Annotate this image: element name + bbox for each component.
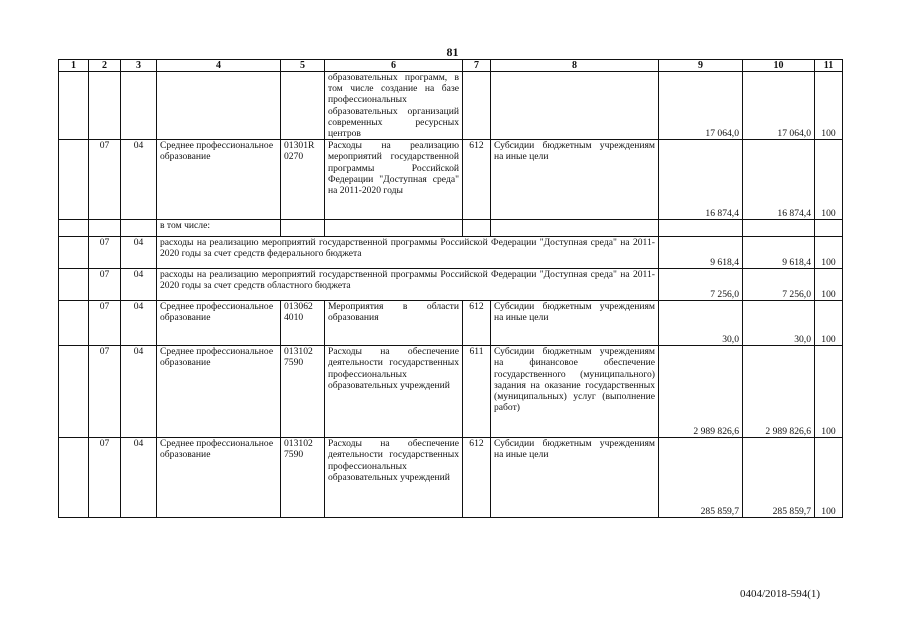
section-name: Среднее профессиональное образование — [157, 438, 281, 518]
subtotal-label: в том числе: — [157, 220, 281, 237]
expense-description: Расходы на обеспечение деятельности государственных профессиональных образовательных учреждений — [325, 346, 463, 438]
header-cell: 4 — [157, 60, 281, 72]
execution-percent: 100 — [815, 237, 843, 269]
expense-description: расходы на реализацию мероприятий государственной программы Российской Федерации "Доступная среда" на 2011-2020 годы за счет средств федерального бюджета — [157, 237, 659, 269]
header-cell: 1 — [59, 60, 89, 72]
section-code: 07 — [89, 237, 121, 269]
expense-type: 611 — [463, 346, 491, 438]
section-code: 07 — [89, 269, 121, 301]
header-cell: 3 — [121, 60, 157, 72]
subsection-code: 04 — [121, 438, 157, 518]
budget-table — [58, 59, 843, 518]
execution-percent: 100 — [815, 346, 843, 438]
expense-type: 612 — [463, 301, 491, 346]
section-name: Среднее профессиональное образование — [157, 301, 281, 346]
planned-amount: 9 618,4 — [659, 237, 743, 269]
header-cell: 6 — [325, 60, 463, 72]
table-row — [59, 269, 843, 301]
actual-amount: 30,0 — [743, 301, 815, 346]
target-article: 013062 4010 — [281, 301, 325, 346]
subsection-code: 04 — [121, 237, 157, 269]
section-code: 07 — [89, 301, 121, 346]
planned-amount: 30,0 — [659, 301, 743, 346]
header-cell: 5 — [281, 60, 325, 72]
table-row — [59, 72, 843, 140]
expense-type: 612 — [463, 438, 491, 518]
planned-amount: 16 874,4 — [659, 140, 743, 220]
header-cell: 10 — [743, 60, 815, 72]
header-cell: 9 — [659, 60, 743, 72]
table-row — [59, 438, 843, 518]
planned-amount: 17 064,0 — [659, 72, 743, 140]
header-row — [59, 60, 843, 72]
expense-type-name: Субсидии бюджетным учреждениям на иные цели — [491, 301, 659, 346]
execution-percent: 100 — [815, 301, 843, 346]
planned-amount: 7 256,0 — [659, 269, 743, 301]
execution-percent: 100 — [815, 72, 843, 140]
actual-amount: 17 064,0 — [743, 72, 815, 140]
planned-amount: 2 989 826,6 — [659, 346, 743, 438]
section-code: 07 — [89, 140, 121, 220]
document-code: 0404/2018-594(1) — [740, 588, 821, 600]
table-row — [59, 237, 843, 269]
section-name: Среднее профессиональное образование — [157, 140, 281, 220]
subsection-code: 04 — [121, 346, 157, 438]
planned-amount: 285 859,7 — [659, 438, 743, 518]
section-code: 07 — [89, 346, 121, 438]
table-row — [59, 140, 843, 220]
actual-amount: 285 859,7 — [743, 438, 815, 518]
expense-type-name: Субсидии бюджетным учреждениям на иные цели — [491, 140, 659, 220]
expense-description: Расходы на обеспечение деятельности государственных профессиональных образовательных учреждений — [325, 438, 463, 518]
actual-amount: 7 256,0 — [743, 269, 815, 301]
expense-description: образовательных программ, в том числе создание на базе профессиональных образовательных организаций современных ресурсных центров — [325, 72, 463, 140]
subsection-code: 04 — [121, 140, 157, 220]
table-row — [59, 346, 843, 438]
subsection-code: 04 — [121, 301, 157, 346]
header-cell: 11 — [815, 60, 843, 72]
section-code: 07 — [89, 438, 121, 518]
actual-amount: 16 874,4 — [743, 140, 815, 220]
header-cell: 2 — [89, 60, 121, 72]
expense-description: Расходы на реализацию мероприятий государственной программы Российской Федерации "Доступная среда" на 2011-2020 годы — [325, 140, 463, 220]
execution-percent: 100 — [815, 140, 843, 220]
expense-description: расходы на реализацию мероприятий государственной программы Российской Федерации "Доступная среда" на 2011-2020 годы за счет средств областного бюджета — [157, 269, 659, 301]
section-name: Среднее профессиональное образование — [157, 346, 281, 438]
page-number: 81 — [446, 45, 459, 59]
target-article: 01301R 0270 — [281, 140, 325, 220]
execution-percent: 100 — [815, 269, 843, 301]
expense-type-name: Субсидии бюджетным учреждениям на финансовое обеспечение государственного (муниципального) задания на оказание государственных (муниципальных) услуг (выполнение работ) — [491, 346, 659, 438]
table-row — [59, 220, 843, 237]
expense-type-name: Субсидии бюджетным учреждениям на иные цели — [491, 438, 659, 518]
header-cell: 8 — [491, 60, 659, 72]
subsection-code: 04 — [121, 269, 157, 301]
target-article: 013102 7590 — [281, 438, 325, 518]
table-row — [59, 301, 843, 346]
execution-percent: 100 — [815, 438, 843, 518]
expense-type: 612 — [463, 140, 491, 220]
actual-amount: 9 618,4 — [743, 237, 815, 269]
actual-amount: 2 989 826,6 — [743, 346, 815, 438]
header-cell: 7 — [463, 60, 491, 72]
expense-description: Мероприятия в области образования — [325, 301, 463, 346]
target-article: 013102 7590 — [281, 346, 325, 438]
